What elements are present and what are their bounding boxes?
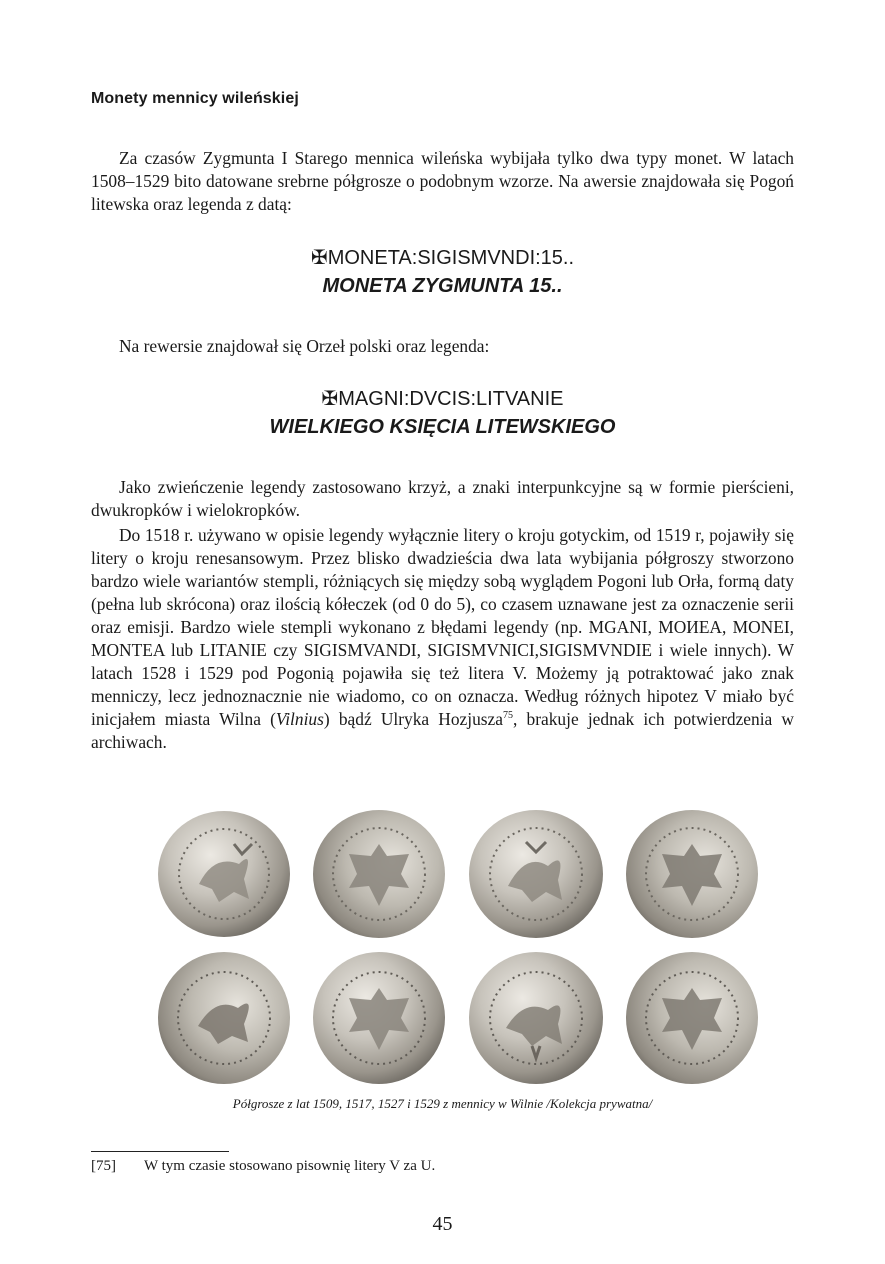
- coin-1517-reverse: [626, 810, 758, 938]
- legend-obverse-translation: MONETA ZYGMUNTA 15..: [322, 275, 563, 297]
- paragraph-punctuation: Jako zwieńczenie legendy zastosowano krzyż, a znaki interpunkcyjne są w formie pierścieni, dwukropków i wielokropków.: [91, 477, 794, 520]
- paragraph-variants-text: Do 1518 r. używano w opisie legendy wyłącznie litery o kroju gotyckim, od 1519 r, pojawiły się litery o kroju renesansowym. Przez blisko dwadzieścia dwa lata wybijania półgroszy stworzono bardzo wiele wariantów stempli, różniących się między sobą wyglądem Pogoni lub Orła, formą daty (pełna lub skrócona) oraz ilością kółeczek (od 0 do 5), co czasem uznawane jest za oznaczenie serii oraz emisji. Bardzo wiele stempli wykonano z błędami legendy (np. MGANI, MOИEA, MONEI, MONTEA lub LITANIE czy SIGISMVANDI, SIGISMVNICI,SIGISMVNDIE i wiele innych). W latach 1528 i 1529 pod Pogonią pojawiła się też litera V. Możemy ją potraktować jako znak menniczy, lecz jednoznacznie nie wiadomo, co on oznacza. Według różnych hipotez V miało być inicjałem miasta Wilna (: [91, 525, 794, 729]
- legend-obverse-latin-text: MONETA:SIGISMVNDI:15..: [327, 247, 575, 269]
- coin-1517-obverse: [469, 810, 603, 938]
- coin-1509-obverse: [158, 811, 290, 937]
- paragraph-obverse-intro: Za czasów Zygmunta I Starego mennica wileńska wybijała tylko dwa typy monet. W latach 1508–1529 bito datowane srebrne półgrosze o podobnym wzorze. Na awersie znajdowała się Pogoń litewska oraz legenda z datą:: [91, 148, 794, 214]
- cross-icon: ✠: [310, 247, 328, 269]
- footnote-text: W tym czasie stosowano pisownię litery V za U.: [144, 1158, 436, 1174]
- paragraph-variants: [91, 524, 794, 754]
- page-number: 45: [432, 1213, 453, 1235]
- paragraph-variants-mid: ) bądź Ulryka Hozjusza: [323, 709, 503, 729]
- section-heading: Monety mennicy wileńskiej: [91, 90, 299, 107]
- legend-reverse-translation: WIELKIEGO KSIĘCIA LITEWSKIEGO: [269, 416, 616, 438]
- footnote-reference[interactable]: 75: [503, 710, 513, 722]
- paragraph-variants-end: , brakuje jednak ich potwierdzenia w archiwach.: [91, 709, 794, 752]
- legend-obverse-latin: [91, 244, 794, 272]
- figure-caption: Półgrosze z lat 1509, 1517, 1527 i 1529 z mennicy w Wilnie /Kolekcja prywatna/: [232, 1096, 653, 1111]
- coin-1509-reverse: [313, 810, 445, 938]
- footnote-number: [75]: [91, 1158, 116, 1174]
- coin-photo-grid: [155, 808, 770, 1090]
- legend-reverse: [91, 385, 794, 441]
- coin-1529-obverse: [469, 952, 603, 1084]
- legend-obverse: [91, 244, 794, 300]
- cross-icon: ✠: [321, 388, 339, 410]
- legend-reverse-latin: [91, 385, 794, 413]
- coin-1529-reverse: [626, 952, 758, 1084]
- vilnius-italic: Vilnius: [275, 709, 324, 729]
- coin-photos: [155, 808, 770, 1090]
- legend-reverse-latin-text: MAGNI:DVCIS:LITVANIE: [338, 388, 564, 410]
- coin-1527-reverse: [313, 952, 445, 1084]
- coin-1527-obverse: [158, 952, 290, 1084]
- footnote: [91, 1158, 435, 1175]
- paragraph-reverse-intro: Na rewersie znajdował się Orzeł polski oraz legenda:: [119, 336, 490, 356]
- footnote-divider: [91, 1151, 229, 1152]
